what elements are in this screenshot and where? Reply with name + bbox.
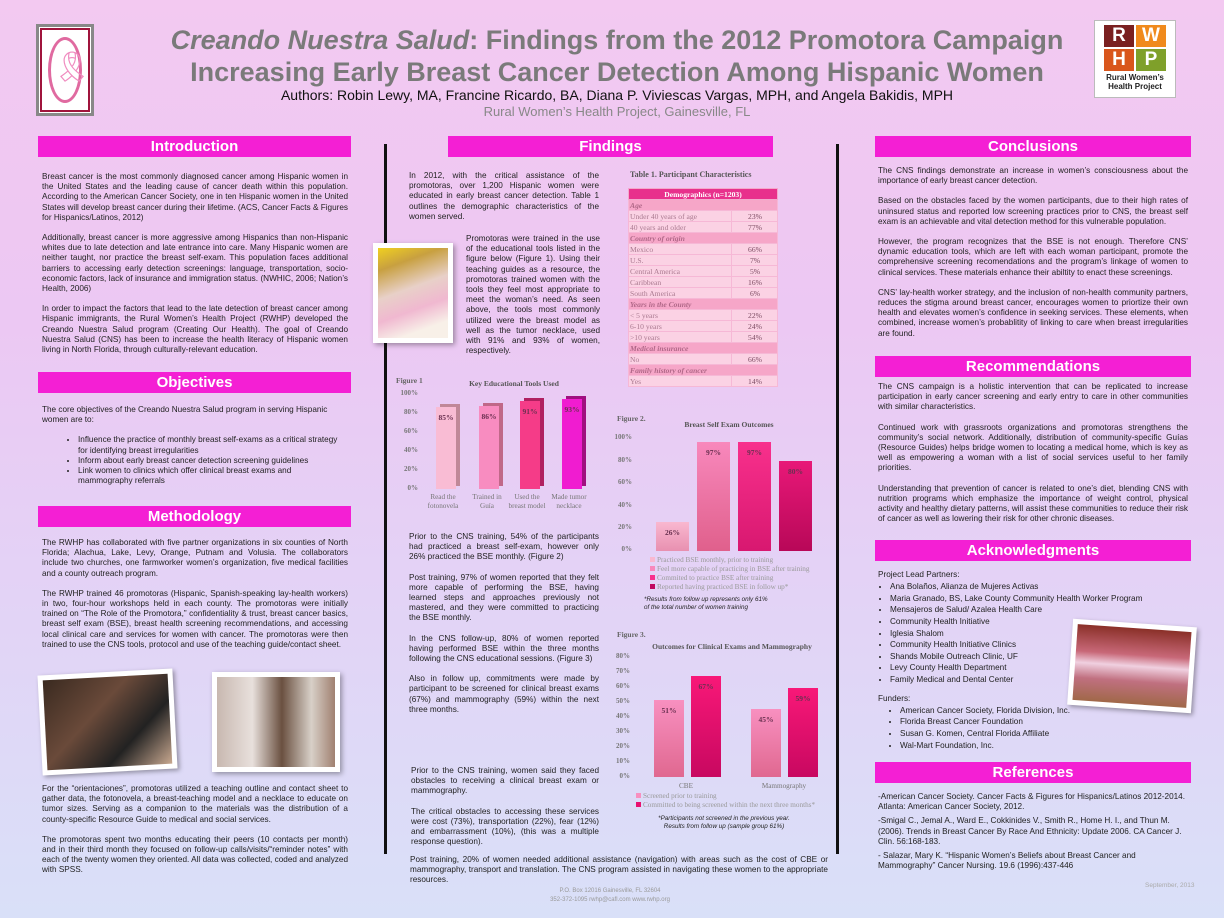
bar-tumor-necklace [562, 399, 582, 489]
intro-paragraph: Breast cancer is the most commonly diagnosed cancer among Hispanic women in the United States and the leading cause of cancer death within this population. According to the American Cancer Society, one in ten Hispanic women in the United States will develop breast cancer during their lifetime. (ACS, Cancer Facts & Figures for Hispanics/Latinos, 2012) [42, 172, 348, 222]
y-tick: 100% [400, 389, 418, 397]
bar-reported-follow-up [779, 461, 812, 551]
table-category: Medical insurance [629, 343, 778, 354]
recommendation-paragraph: Continued work with grassroots organizations and promotoras strengthens the community’s social network. Additionally, distribution of community-specific Guías (Resource Guides) helps bridge women to locating a medical home, which is key as well as empowering a woman with a list of social services useful to her family priorities. [878, 422, 1188, 473]
bar-value: 45% [758, 715, 774, 724]
x-label: Mammography [761, 782, 807, 790]
column-divider-right [836, 144, 839, 854]
y-tick: 0% [407, 484, 418, 492]
figure1-label: Figure 1 [396, 376, 423, 385]
intro-paragraph: Additionally, breast cancer is more aggressive among Hispanics than non-Hispanic whites due to late detection and late entrance into care. Many Hispanic women are neither taught, nor practice the breast self-exam. This population faces additional barriers to accessing early detection screenings: language, transportation, socio-economic factors, lack of insurance and immigration status. (NWHIC, 2006; Nation’s Health, 2006) [42, 233, 348, 294]
bar-mammo-committed [788, 688, 818, 777]
table-cell: < 5 years [629, 310, 732, 321]
legend-item: Reported having practiced BSE in follow up* [650, 583, 840, 592]
affiliation: Rural Women’s Health Project, Gainesville, FL [483, 104, 751, 119]
table-cell: >10 years [629, 332, 732, 343]
bar-guia [479, 406, 499, 489]
legend-item: Commited to practice BSE after training [650, 574, 840, 583]
table-cell: Under 40 years of age [629, 211, 732, 222]
poster-subtitle: Increasing Early Breast Cancer Detection Among Hispanic Women [190, 57, 1044, 87]
bar-cbe-committed [691, 676, 721, 777]
findings-paragraph: Prior to the CNS training, 54% of the participants had practiced a breast self-exam, however only 26% practiced the BSE monthly. (Figure 2) [409, 532, 599, 562]
conclusion-paragraph: The CNS findings demonstrate an increase in women’s consciousness about the importance of early breast cancer detection. [878, 166, 1188, 186]
x-label: Made tumor necklace [551, 493, 587, 510]
y-tick: 0% [621, 545, 632, 553]
y-tick: 40% [618, 501, 632, 509]
poster-date: September, 2013 [1145, 882, 1195, 889]
logo-letter-h: H [1104, 49, 1134, 71]
figure3-label: Figure 3. [617, 630, 646, 639]
partner-item: • Family Medical and Dental Center [890, 674, 1078, 686]
legend-item: Feel more capable of practicing in BSE after training [650, 565, 840, 574]
bar-value: 67% [698, 682, 714, 691]
conclusion-paragraph: Based on the obstacles faced by the women participants, due to their high rates of uninsured status and reported low screening practices prior to CNS, the breast self exam is an achievable and vital detection method for this vulnerable population. [878, 196, 1188, 226]
table-category: Years in the County [629, 299, 778, 310]
table-category: Family history of cancer [629, 365, 778, 376]
recommendation-paragraph: The CNS campaign is a holistic intervention that can be replicated to increase participation in early cancer screening and early entry to care in other communities with similar characteristics. [878, 382, 1188, 412]
logo-text: Rural Women’s Health Project [1106, 73, 1164, 91]
partner-item: • Community Health Initiative Clinics [890, 639, 1078, 651]
table-cell: Central America [629, 266, 732, 277]
acknowledgments-body [878, 570, 1143, 751]
partners-label: Project Lead Partners: [878, 570, 960, 579]
demographics-table [628, 188, 778, 387]
table-cell: Mexico [629, 244, 732, 255]
table-value: 24% [732, 321, 778, 332]
photo-promotora-teaching [37, 669, 177, 776]
figure1-chart [394, 376, 594, 526]
methodology-heading: Methodology [38, 506, 351, 527]
objective-item: • Inform about early breast cancer detection screening guidelines [78, 456, 348, 466]
rwhp-logo [1094, 20, 1176, 98]
y-tick: 10% [616, 757, 630, 765]
legend-item: Screened prior to training [636, 792, 836, 801]
partner-item: • Mensajeros de Salud/ Azalea Health Care [890, 604, 1078, 616]
bar-breast-model [520, 401, 540, 489]
funders-label: Funders: [878, 693, 911, 703]
recommendations-body [878, 382, 1188, 534]
contact-footer [470, 887, 750, 905]
objective-item: • Influence the practice of monthly breast self-exams as a critical strategy for identifying breast irregularities [78, 435, 348, 455]
table-value: 54% [732, 332, 778, 343]
photo-educational-tools [373, 243, 453, 343]
x-label: Read the fotonovela [427, 493, 459, 510]
title-italic: Creando Nuestra Salud [170, 25, 470, 55]
findings-tools-text: Promotoras were trained in the use of the educational tools listed in the figure below (Figure 1). Using their teaching guides as a resource, the promotoras trained women with the tools they feel most appropriate to meet the woman’s need. As seen above, the tools most commonly utilized were the breast model as well as the tumor necklace, used with 91% and 93% of women, respectively. [466, 234, 600, 356]
partner-item: • Iglesia Shalom [890, 628, 1078, 640]
bar-value: 26% [665, 528, 680, 537]
table-value: 66% [732, 244, 778, 255]
findings-obstacles-text [411, 766, 599, 857]
objectives-heading: Objectives [38, 372, 351, 393]
partner-item: • Community Health Initiative [890, 616, 1078, 628]
recommendations-heading: Recommendations [875, 356, 1191, 377]
findings-navigation-text: Post training, 20% of women needed additional assistance (navigation) with areas such as the cost of CBE or mammography, transport and translation. The CNS program assisted in navigating these women to the appropriate resources. [410, 855, 828, 885]
method-paragraph: The RWHP has collaborated with five partner organizations in six counties of North Florida; Alachua, Lake, Levy, Orange, Putnam and Volusia. The collaborators include two churches, one farmworker women’s organization, five medical facilities and a county outreach program. [42, 538, 348, 578]
figure3-legend [636, 792, 836, 810]
table-cell: U.S. [629, 255, 732, 266]
note-line: Results from follow up (sample group 61%) [663, 823, 785, 830]
table-value: 66% [732, 354, 778, 365]
bar-value: 85% [438, 413, 454, 422]
table-value: 5% [732, 266, 778, 277]
figure2-chart [614, 414, 834, 614]
table-cell: No [629, 354, 732, 365]
objectives-intro: The core objectives of the Creando Nuestra Salud program in serving Hispanic women are to: [42, 405, 328, 425]
bar-fotonovela [436, 407, 456, 489]
bar-mammo-prior [751, 709, 781, 777]
funder-item: • Susan G. Komen, Central Florida Affiliate [900, 728, 1078, 740]
table1-title: Table 1. Participant Characteristics [630, 170, 752, 179]
conclusion-paragraph: However, the program recognizes that the BSE is not enough. Therefore CNS’ dynamic education tools, which are left with each woman participant, promote the comprehensive screening recomendations and the program’s linkage of women to clinical services. These materials enhance their abiltity to enact these screenings. [878, 237, 1188, 277]
y-tick: 100% [614, 433, 632, 441]
y-tick: 60% [618, 478, 632, 486]
table-category: Age [629, 200, 778, 211]
findings-paragraph: Post training, 97% of women reported that they felt more capable of performing the BSE, having learned steps and approaches previously not mastered, and they were committed to practicing the BSE monthly. [409, 572, 599, 623]
table-cell: South America [629, 288, 732, 299]
conclusion-paragraph: CNS’ lay-health worker strategy, and the inclusion of non-health community partners, reduces the stigma around breast cancer, encourages women to priortize their own health and elevates women’s confidence in seeking services. These elements, when combined, increase women’s probablitity of linking to care when breast irregularities are found. [878, 287, 1188, 338]
table-value: 7% [732, 255, 778, 266]
y-tick: 20% [616, 742, 630, 750]
figure2-label: Figure 2. [617, 414, 646, 423]
y-tick: 80% [404, 408, 418, 416]
funder-item: • American Cancer Society, Florida Division, Inc. [900, 705, 1078, 717]
findings-paragraph: Prior to the CNS training, women said they faced obstacles to receiving a clinical breast exam or mammography. [411, 766, 599, 796]
table-value: 22% [732, 310, 778, 321]
figure3-note [634, 815, 814, 831]
logo-letter-r: R [1104, 25, 1134, 47]
figure2-legend [650, 556, 840, 592]
findings-paragraph: Also in follow up, commitments were made by participant to be screened for clinical breast exams (67%) and mammography (59%) within the next three months. [409, 674, 599, 714]
bar-practiced-monthly [656, 522, 689, 551]
table-value: 77% [732, 222, 778, 233]
table-value: 23% [732, 211, 778, 222]
title-rest: : Findings from the 2012 Promotora Campaign [469, 25, 1064, 55]
x-label: Used the breast model [508, 493, 546, 510]
bar-value: 80% [788, 467, 803, 476]
funder-item: • Florida Breast Cancer Foundation [900, 716, 1078, 728]
y-tick: 20% [618, 523, 632, 531]
authors: Authors: Robin Lewy, MA, Francine Ricardo, BA, Diana P. Viviescas Vargas, MPH, and Angela Bakidis, MPH [280, 87, 954, 103]
bar-value: 97% [706, 448, 721, 457]
bar-value: 51% [661, 706, 677, 715]
table-cell: 40 years and older [629, 222, 732, 233]
partners-list [890, 581, 1143, 685]
partner-item: • Ana Bolaños, Alianza de Mujeres Activas [890, 581, 1078, 593]
photo-group [1067, 619, 1197, 713]
figure1-title: Key Educational Tools Used [469, 379, 559, 388]
methodology-body-bottom [42, 784, 348, 886]
y-tick: 40% [616, 712, 630, 720]
conclusions-heading: Conclusions [875, 136, 1191, 157]
partner-item: • Levy County Health Department [890, 662, 1078, 674]
footer-contact: 352-372-1095 rwhp@cafl.com www.rwhp.org [550, 897, 670, 903]
bar-feel-more-capable [697, 442, 730, 551]
findings-paragraph: In the CNS follow-up, 80% of women reported having performed BSE within the three months following the CNS educational sessions. (Figure 3) [409, 633, 599, 664]
figure2-title: Breast Self Exam Outcomes [684, 420, 774, 429]
table-header: Demographics (n=1203) [629, 189, 778, 200]
objective-item: • Link women to clinics which offer clinical breast exams and mammography referrals [78, 466, 348, 486]
introduction-heading: Introduction [38, 136, 351, 157]
y-tick: 30% [616, 727, 630, 735]
photo-certificate [212, 672, 340, 772]
figure2-note: *Results from follow up represents only 61% of the total number of women training [644, 596, 768, 611]
y-tick: 0% [619, 772, 630, 780]
table-cell: 6-10 years [629, 321, 732, 332]
cns-ribbon-logo [36, 24, 94, 116]
bar-value: 59% [795, 694, 811, 703]
figure3-chart [614, 630, 834, 840]
y-tick: 80% [616, 652, 630, 660]
findings-paragraph: The critical obstacles to accessing these services were cost (73%), transportation (22%), fear (12%) and embarrassment (10%), (this was a multiple response question). [411, 806, 599, 847]
bar-value: 93% [564, 405, 580, 414]
bar-value: 91% [522, 407, 538, 416]
bar-cbe-prior [654, 700, 684, 777]
recommendation-paragraph: Understanding that prevention of cancer is related to one’s diet, blending CNS with nutrition programs which emphasize the importance of weight control, physical activity and healthy dietary patterns, will assist these communities to reduce their risk of cancer as well as lowering their risk for other chronic diseases. [878, 483, 1188, 524]
table-cell: Caribbean [629, 277, 732, 288]
references-heading: References [875, 762, 1191, 783]
table-value: 16% [732, 277, 778, 288]
logo-letter-w: W [1136, 25, 1166, 47]
method-paragraph: For the “orientaciones”, promotoras utilized a teaching outline and contact sheet to gather data, the fotonovela, a breast-teaching model and a necklace to educate on tumor sizes. Serving as a companion to the materials was the distribution of a county-specific Resource Guide to medical and social services. [42, 784, 348, 824]
note-line: *Participants not screened in the previous year. [658, 815, 790, 822]
acknowledgments-heading: Acknowledgments [875, 540, 1191, 561]
findings-bse-text [409, 532, 599, 725]
introduction-body [42, 172, 348, 365]
legend-item: Practiced BSE monthly, prior to training [650, 556, 840, 565]
partner-item: • Maria Granado, BS, Lake County Community Health Worker Program [890, 593, 1078, 605]
table-cell: Yes [629, 376, 732, 387]
findings-intro: In 2012, with the critical assistance of the promotoras, over 1,200 Hispanic women were educated in early breast cancer detection. Table 1 outlines the demographic characteristics of the women served. [409, 171, 599, 221]
y-tick: 60% [616, 682, 630, 690]
funder-item: • Wal-Mart Foundation, Inc. [900, 740, 1078, 752]
references-body [878, 792, 1188, 881]
reference-item: -Smigal C., Jemal A., Ward E., Cokkinides V., Smith R., Home H. I., and Thun M. (2006). Trends in Breast Cancer By Race And Ethnicity: Update 2006. CA Cancer J. Clin. 56:168-183. [878, 816, 1182, 846]
table-value: 14% [732, 376, 778, 387]
y-tick: 70% [616, 667, 630, 675]
y-tick: 50% [616, 697, 630, 705]
bar-committed-practice [738, 442, 771, 551]
objectives-list [78, 435, 348, 486]
partner-item: • Shands Mobile Outreach Clinic, UF [890, 651, 1078, 663]
pink-ribbon-icon: 🎗 [53, 51, 92, 84]
reference-item: - Salazar, Mary K. “Hispanic Women’s Beliefs about Breast Cancer and Mammography” Cancer Nursing. 19.6 (1996):437-446 [878, 851, 1136, 871]
logo-letter-p: P [1136, 49, 1166, 71]
funders-list [900, 705, 1078, 751]
reference-item: -American Cancer Society. Cancer Facts & Figures for Hispanics/Latinos 2012-2014. Atlanta: American Cancer Society, 2012. [878, 792, 1186, 812]
findings-heading: Findings [448, 136, 773, 157]
method-paragraph: The promotoras spent two months educating their peers (10 contacts per month) and in their third month they focused on follow-up calls/visits/“reminder notes” with each of the twenty women they oriented. All data was collected, coded and analyzed with SPSS. [42, 834, 348, 875]
y-tick: 20% [404, 465, 418, 473]
table-category: Country of origin [629, 233, 778, 244]
footer-address: P.O. Box 12016 Gainesville, FL 32604 [559, 888, 661, 894]
y-tick: 60% [404, 427, 418, 435]
intro-paragraph: In order to impact the factors that lead to the late detection of breast cancer among Hispanic immigrants, the Rural Women’s Health Project (RWHP) developed the Creando Nuestra Salud program (Creating Our Health). The goal of Creando Nuestra Salud (CNS) has been to increase the health literacy of Hispanic women living in North Florida, through culturally-relevant education. [42, 304, 348, 355]
figure3-title: Outcomes for Clinical Exams and Mammography [652, 642, 812, 651]
objectives-body [42, 405, 348, 486]
y-tick: 80% [618, 456, 632, 464]
conclusions-body [878, 166, 1188, 349]
table-value: 6% [732, 288, 778, 299]
y-tick: 40% [404, 446, 418, 454]
bar-value: 86% [481, 412, 497, 421]
legend-item: Committed to being screened within the next three months* [636, 801, 836, 810]
methodology-body-top [42, 538, 348, 660]
poster-title [100, 25, 1134, 55]
method-paragraph: The RWHP trained 46 promotoras (Hispanic, Spanish-speaking lay-health workers) in two, four-hour workshops held in each county. The promotoras were initially trained on “The Role of the Promotora,” confidentiality & trust, breast cancer basics, breast self exam (BSE), breast health screening recommendations, and accessing local clinical care and services for women with cancer. The promotoras were then trained to use the CNS tools, protocol and use of the teaching guide/contact sheet. [42, 588, 348, 649]
x-label: Trained in Guía [472, 493, 502, 510]
bar-value: 97% [747, 448, 762, 457]
x-label: CBE [679, 782, 693, 790]
